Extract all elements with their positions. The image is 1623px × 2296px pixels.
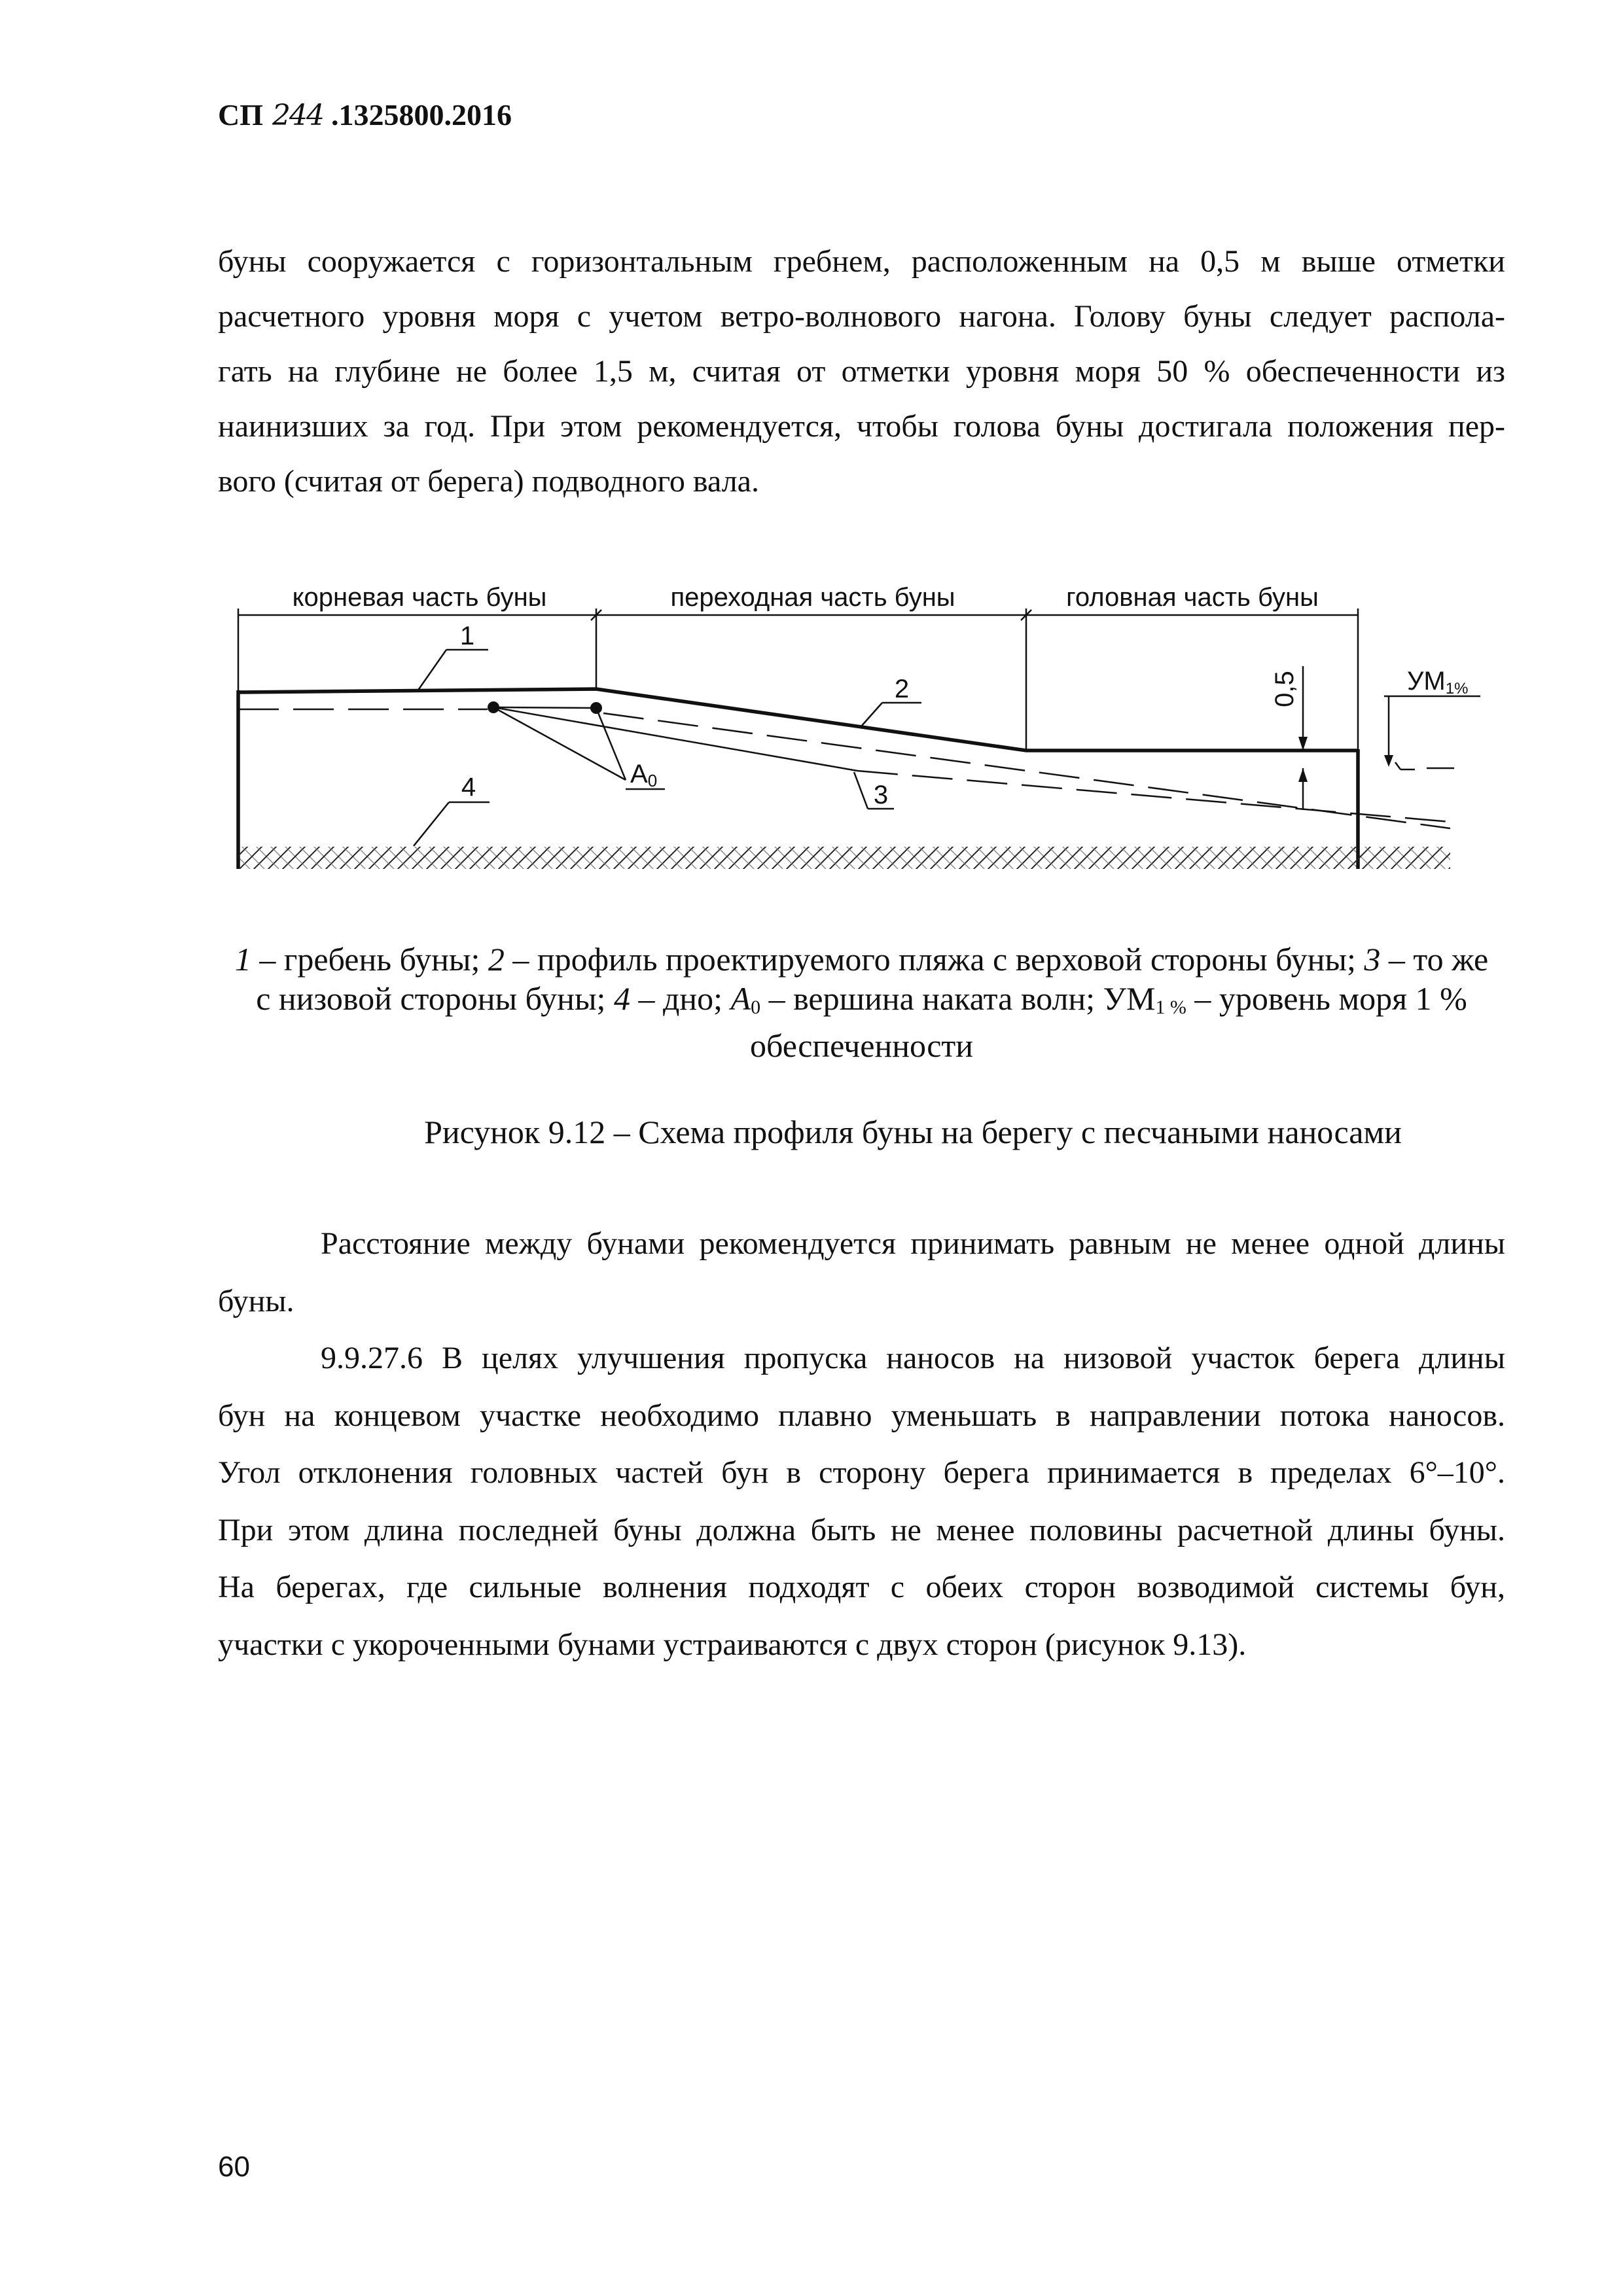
wave-runup-symbol: A (630, 760, 648, 788)
crest-height-label: 0,5 (1270, 671, 1299, 707)
callout-4-leader (414, 802, 449, 846)
document-code-header (218, 94, 512, 137)
page-number: 60 (218, 2151, 250, 2183)
legend-number: 1 (234, 941, 251, 978)
text-line: Расстояние между бунами рекомендуется принимать равным не менее одной длины (321, 1226, 1505, 1261)
legend-number: 4 (613, 980, 630, 1017)
wave-runup-subscript: 0 (647, 771, 658, 790)
text-line: расчетного уровня моря с учетом ветро-волнового нагона. Голову буны следует распола- (218, 299, 1505, 334)
text-line: 9.9.27.6 В целях улучшения пропуска наносов на низовой участок берега длины (321, 1341, 1505, 1375)
sea-level-label (1407, 667, 1468, 698)
callout-4: 4 (461, 773, 476, 802)
text-line: гать на глубине не более 1,5 м, считая от отметки уровня моря 50 % обеспеченности из (218, 354, 1505, 389)
profile-connection-line (493, 707, 596, 708)
legend-subscript: 0 (751, 996, 761, 1018)
head-section-label: головная часть буны (1066, 583, 1319, 612)
legend-symbol: УМ (1103, 980, 1156, 1017)
legend-text: – гребень буны; (251, 941, 488, 978)
legend-line-1 (218, 940, 1505, 980)
code-prefix: СП (218, 98, 263, 132)
transition-section-label: переходная часть буны (670, 583, 955, 612)
figure-legend (218, 940, 1505, 1066)
text-line: вого (считая от берега) подводного вала. (218, 464, 759, 499)
text-line: наинизших за год. При этом рекомендуется, чтобы голова буны достигала положения пер- (218, 409, 1505, 444)
legend-text: – профиль проектируемого пляжа с верховой стороны буны; (504, 941, 1364, 978)
callout-1-leader (418, 650, 446, 691)
callout-3: 3 (873, 781, 889, 809)
legend-line-2 (218, 980, 1505, 1027)
wave-runup-label (630, 760, 657, 790)
text-line: При этом длина последней буны должна быть не менее половины расчетной длины буны. (218, 1512, 1505, 1547)
text-line: буны сооружается с горизонтальным гребнем, расположенным на 0,5 м выше отметки (218, 244, 1505, 279)
legend-line-3: обеспеченности (749, 1027, 973, 1064)
legend-symbol: A (730, 980, 751, 1017)
legend-number: 2 (488, 941, 505, 978)
paragraph-3 (218, 1330, 1505, 1673)
legend-text: – уровень моря 1 % (1186, 980, 1467, 1017)
sea-level-subscript: 1% (1445, 680, 1469, 698)
sea-level-mark-slash (1395, 762, 1400, 769)
legend-subscript: 1 % (1155, 996, 1186, 1018)
root-section-label: корневая часть буны (292, 583, 547, 612)
sea-level-arrow-icon (1384, 755, 1393, 767)
text-line: На берегах, где сильные волнения подходят с обеих сторон возводимой системы бун, (218, 1570, 1505, 1604)
callout-2-leader (861, 703, 882, 726)
legend-text: – дно; (630, 980, 731, 1017)
runup-line-from-transition (596, 708, 626, 780)
callout-1: 1 (459, 622, 475, 650)
text-line: буны. (218, 1283, 294, 1318)
paragraph-2 (218, 1215, 1505, 1330)
text-line: бун на концевом участке необходимо плавно уменьшать в направлении потока наносов. (218, 1398, 1505, 1433)
code-handwritten-number: 244 (272, 99, 323, 132)
groyne-profile-diagram (216, 569, 1512, 896)
callout-3-leader (854, 772, 868, 809)
downdrift-profile-dashed (857, 771, 1450, 822)
groyne-crest-line (238, 689, 1358, 751)
legend-number: 3 (1364, 941, 1381, 978)
code-suffix: .1325800.2016 (330, 98, 512, 132)
height-arrow-down (1298, 737, 1308, 751)
legend-text: – то же (1380, 941, 1489, 978)
sea-level-symbol: УМ (1407, 667, 1446, 696)
body-text-lower (218, 1215, 1505, 1673)
legend-text: – вершина наката волн; (760, 980, 1103, 1017)
text-line: участки с укороченными бунами устраиваются с двух сторон (рисунок 9.13). (218, 1627, 1247, 1662)
height-arrow-up (1298, 768, 1308, 782)
legend-text: с низовой стороны буны; (256, 980, 614, 1017)
paragraph-1 (218, 234, 1505, 509)
figure-title: Рисунок 9.12 – Схема профиля буны на берегу с песчаными наносами (424, 1114, 1402, 1150)
seabed-hatching (238, 847, 1450, 869)
callout-2: 2 (894, 675, 910, 703)
text-line: Угол отклонения головных частей бун в сторону берега принимается в пределах 6°–10°. (218, 1455, 1505, 1490)
